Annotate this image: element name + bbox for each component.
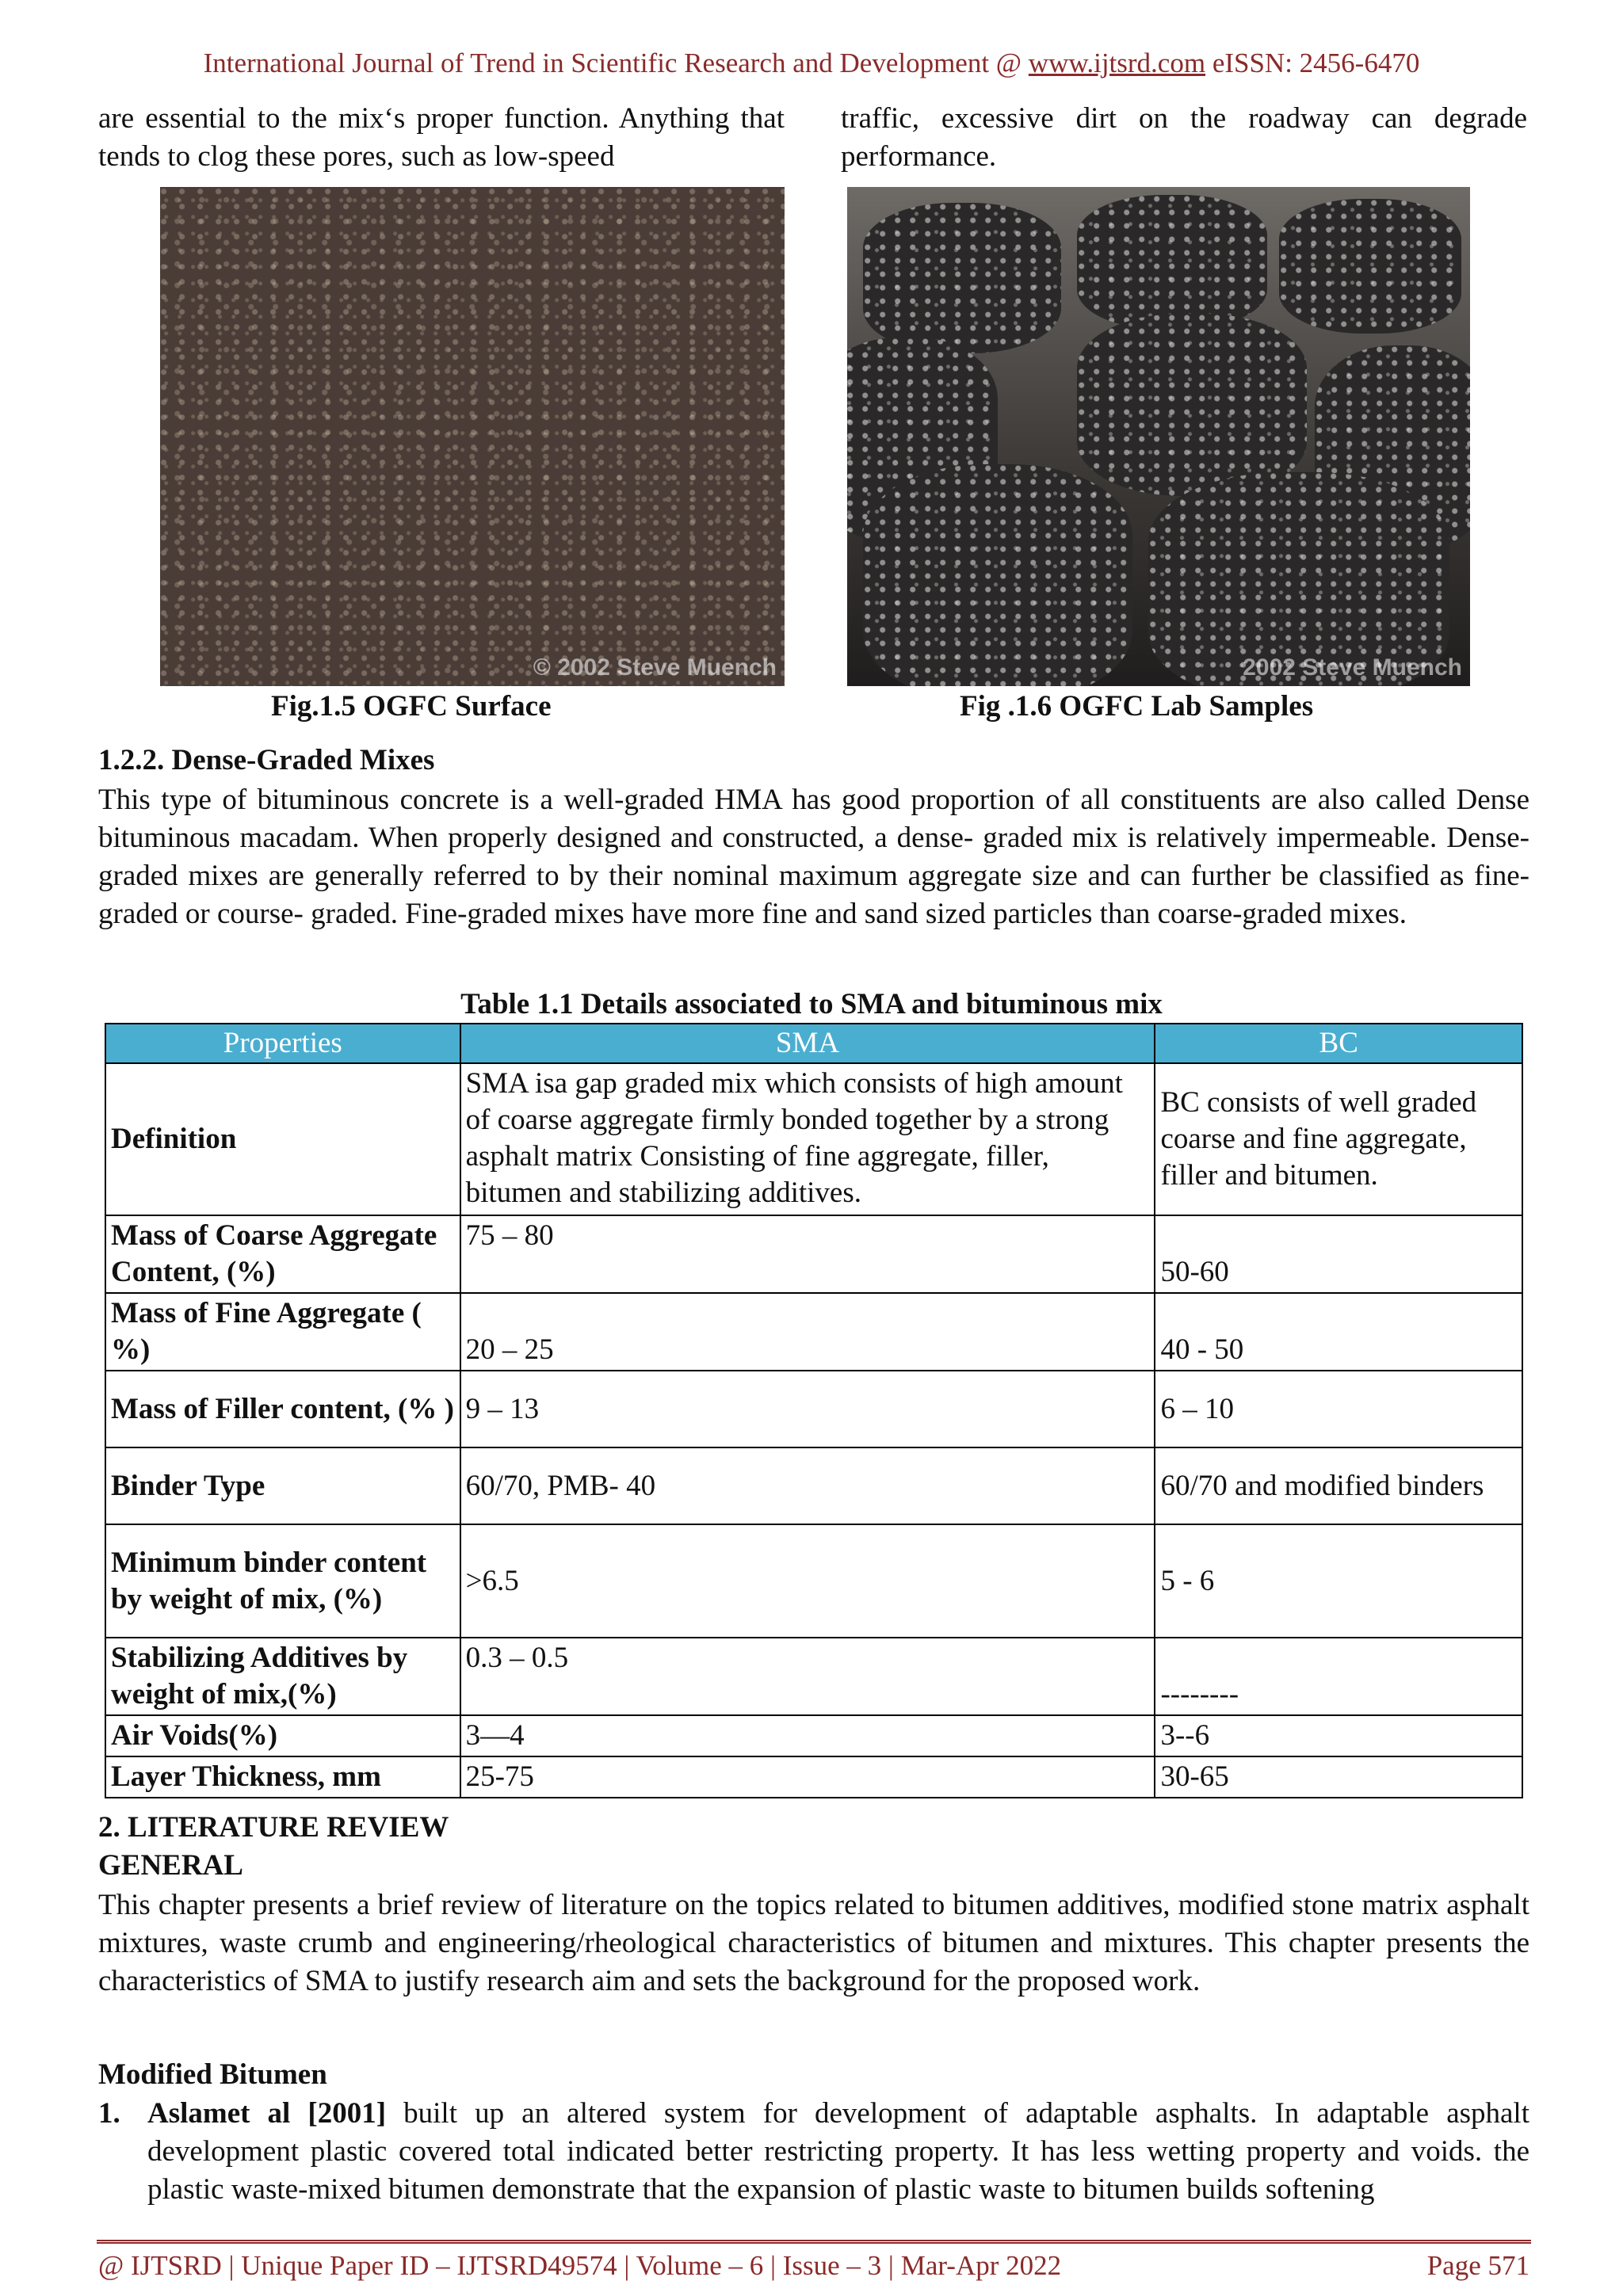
photo-watermark: © 2002 Steve Muench (533, 654, 777, 681)
bc-cell: BC consists of well graded coarse and fine aggregate, filler and bitumen. (1155, 1063, 1522, 1215)
table-row (105, 1715, 1522, 1756)
table-header-cell: Properties (105, 1024, 460, 1063)
figure-caption: Fig .1.6 OGFC Lab Samples (960, 690, 1314, 723)
table-header-cell: BC (1155, 1024, 1522, 1063)
header-suffix: eISSN: 2456-6470 (1205, 48, 1420, 78)
sma-cell: SMA isa gap graded mix which consists of high amount of coarse aggregate firmly bonded together by a strong asphalt matrix Consisting of fine aggregate, filler, bitumen and stabilizing additives. (460, 1063, 1155, 1215)
sma-cell: 25-75 (460, 1756, 1155, 1798)
table-header-row (105, 1024, 1522, 1063)
sma-cell: 75 – 80 (460, 1215, 1155, 1293)
journal-website-link[interactable]: www.ijtsrd.com (1028, 48, 1206, 78)
table-row (105, 1524, 1522, 1638)
footer-info: @ IJTSRD | Unique Paper ID – IJTSRD49574 | Volume – 6 | Issue – 3 | Mar-Apr 2022 (98, 2250, 1062, 2281)
ogfc-lab-samples-photo (847, 187, 1470, 686)
running-footer (98, 2250, 1529, 2282)
section-heading-literature-review: 2. LITERATURE REVIEW (98, 1811, 449, 1844)
property-cell: Layer Thickness, mm (105, 1756, 460, 1798)
figure-caption: Fig.1.5 OGFC Surface (271, 690, 552, 723)
table-row (105, 1063, 1522, 1215)
sample-core (1077, 195, 1267, 330)
footer-divider (97, 2240, 1531, 2244)
bc-cell: -------- (1155, 1638, 1522, 1715)
sma-cell: 60/70, PMB- 40 (460, 1447, 1155, 1524)
right-column-text: traffic, excessive dirt on the roadway can degrade performance. (841, 102, 1527, 173)
subsection-heading-general: GENERAL (98, 1849, 243, 1882)
citation-author: Aslamet al [2001] (147, 2097, 387, 2130)
list-item-text: built up an altered system for development of adaptable asphalts. In adaptable asphalt development plastic covered total indicated better restricting property. It has less wetting property and voids. the plastic waste-mixed bitumen demonstrate that the expansion of plastic waste to bitumen builds softening (147, 2097, 1529, 2206)
ogfc-surface-photo (160, 187, 785, 686)
sample-core (863, 203, 1061, 353)
property-cell: Stabilizing Additives by weight of mix,(%) (105, 1638, 460, 1715)
bc-cell: 3--6 (1155, 1715, 1522, 1756)
property-cell: Air Voids(%) (105, 1715, 460, 1756)
property-cell: Minimum binder content by weight of mix, (%) (105, 1524, 460, 1638)
bc-cell: 5 - 6 (1155, 1524, 1522, 1638)
table-caption: Table 1.1 Details associated to SMA and bituminous mix (460, 988, 1163, 1020)
left-column-text: are essential to the mix‘s proper function. Anything that tends to clog these pores, such as low-speed (98, 102, 785, 173)
sma-cell: 9 – 13 (460, 1371, 1155, 1447)
property-cell: Definition (105, 1063, 460, 1215)
property-cell: Mass of Fine Aggregate ( %) (105, 1293, 460, 1371)
sma-cell: 3—4 (460, 1715, 1155, 1756)
table-header-cell: SMA (460, 1024, 1155, 1063)
sma-cell: 20 – 25 (460, 1293, 1155, 1371)
sample-core (1279, 199, 1461, 334)
sample-core (863, 464, 1132, 686)
literature-paragraph: This chapter presents a brief review of literature on the topics related to bitumen additives, modified stone matrix asphalt mixtures, waste crumb and engineering/rheological characteristics of bitumen and mixtures. This chapter presents the characteristics of SMA to justify research aim and sets the background for the proposed work. (98, 1889, 1529, 1997)
property-cell: Mass of Coarse Aggregate Content, (%) (105, 1215, 460, 1293)
table-row (105, 1638, 1522, 1715)
table-row (105, 1371, 1522, 1447)
subsection-heading-modified-bitumen: Modified Bitumen (98, 2058, 327, 2091)
table-row (105, 1215, 1522, 1293)
sma-cell: 0.3 – 0.5 (460, 1638, 1155, 1715)
bc-cell: 40 - 50 (1155, 1293, 1522, 1371)
bc-cell: 6 – 10 (1155, 1371, 1522, 1447)
sma-cell: >6.5 (460, 1524, 1155, 1638)
running-header (0, 48, 1623, 79)
table-row (105, 1293, 1522, 1371)
list-item (98, 2095, 1529, 2209)
header-prefix: International Journal of Trend in Scientific Research and Development @ (203, 48, 1029, 78)
bc-cell: 30-65 (1155, 1756, 1522, 1798)
sma-bc-comparison-table (105, 1023, 1523, 1798)
section-heading-dense-graded: 1.2.2. Dense-Graded Mixes (98, 744, 435, 776)
table-row (105, 1756, 1522, 1798)
bc-cell: 60/70 and modified binders (1155, 1447, 1522, 1524)
dense-graded-paragraph: This type of bituminous concrete is a well-graded HMA has good proportion of all constituents are also called Dense bituminous macadam. When properly designed and constructed, a dense- graded mix is relatively impermeable. Dense-graded mixes are generally referred to by their nominal maximum aggregate size and can further be classified as fine-graded or course- graded. Fine-graded mixes have more fine and sand sized particles than coarse-graded mixes. (98, 784, 1529, 930)
table-row (105, 1447, 1522, 1524)
sample-core (1077, 314, 1307, 496)
photo-watermark: 2002 Steve Muench (1243, 654, 1462, 681)
property-cell: Binder Type (105, 1447, 460, 1524)
list-item-number: 1. (98, 2097, 120, 2130)
property-cell: Mass of Filler content, (% ) (105, 1371, 460, 1447)
page-number: Page 571 (1426, 2250, 1529, 2281)
bc-cell: 50-60 (1155, 1215, 1522, 1293)
